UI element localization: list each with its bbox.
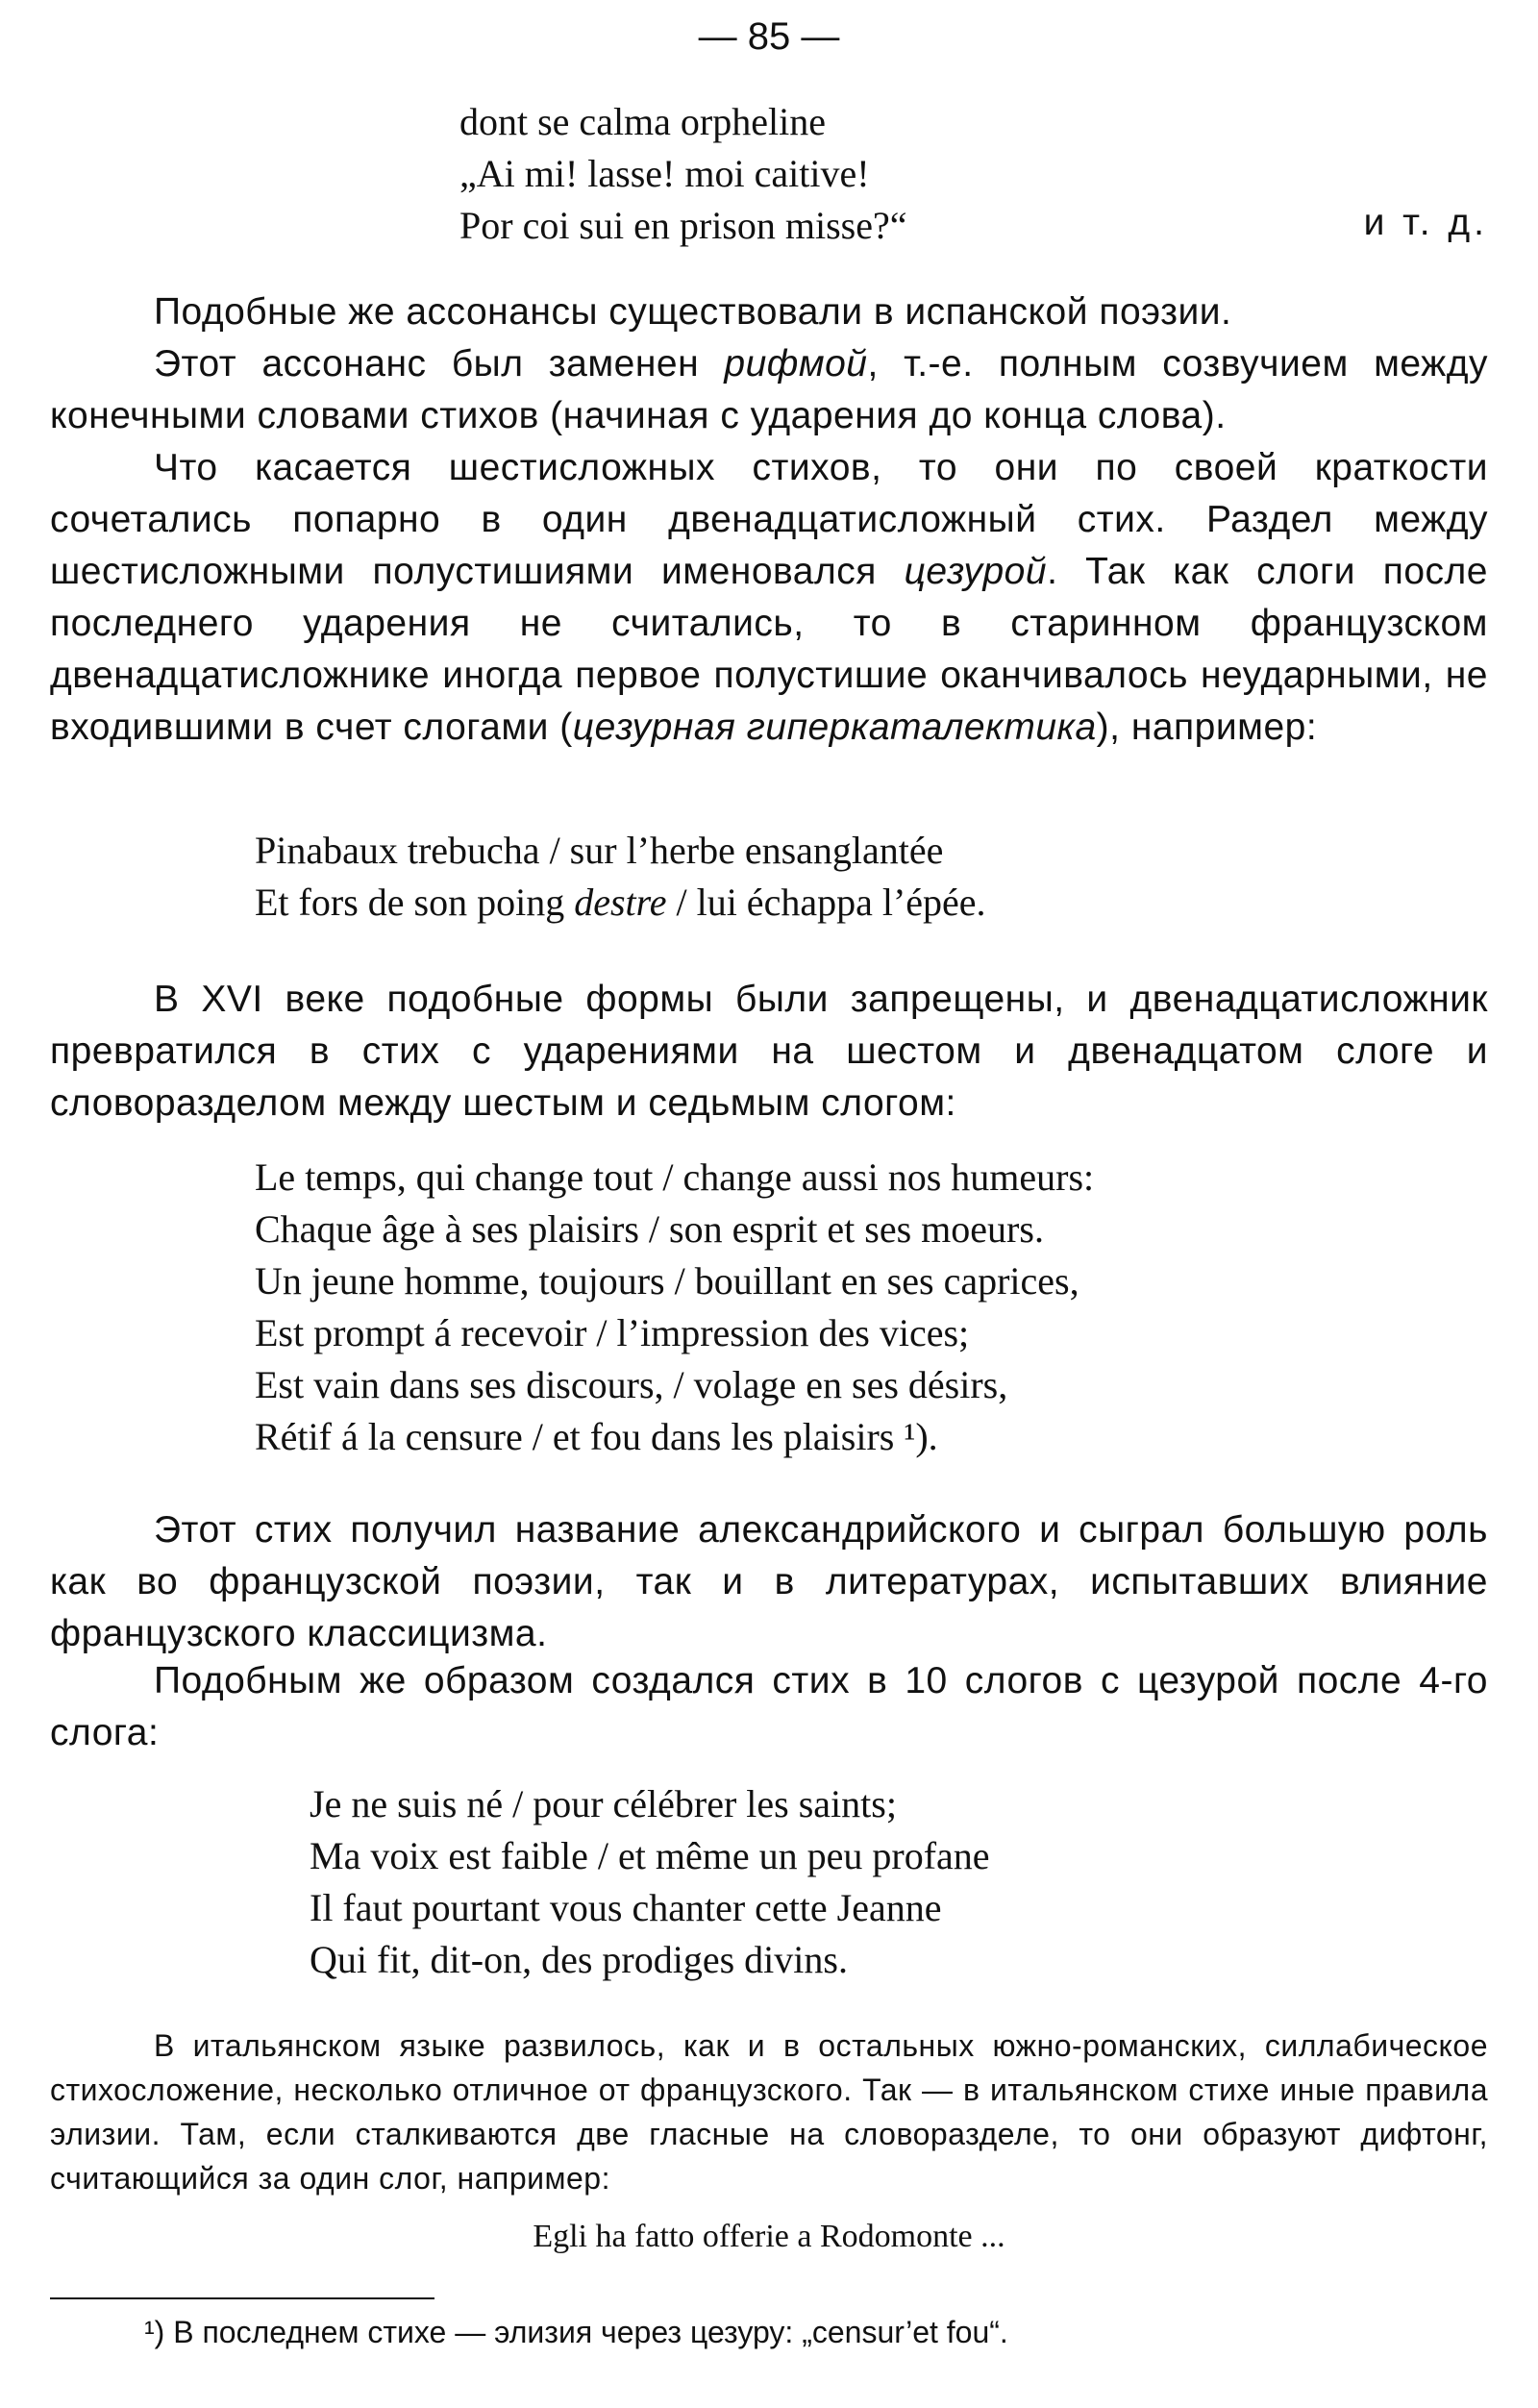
verse-line: Por coi sui en prison misse?“ (459, 204, 907, 247)
footnote-rule (50, 2297, 434, 2299)
verse-line: Le temps, qui change tout / change aussi nos humeurs: (255, 1155, 1095, 1199)
text: . Так как слоги после последнего ударения не считались, то в старинном французском двенадцатисложнике иногда первое полустишие оканчивалось неударными, не входившими в счет слогами ( (50, 551, 1488, 748)
verse-4 (310, 1778, 990, 1986)
paragraph-3 (50, 442, 1488, 754)
verse-top (459, 96, 907, 252)
text: / lui échappa l’épée. (666, 881, 986, 924)
italic-word: destre (574, 881, 667, 924)
text: ), например: (1096, 707, 1318, 748)
verse-line: Est prompt á recevoir / l’impression des vices; (255, 1311, 970, 1354)
verse-line: „Ai mi! lasse! moi caitive! (459, 152, 870, 195)
term-caesura: цезурой (904, 551, 1048, 592)
text: , т.-е. полным созвучием между конечными словами стихов (начиная с ударения до конца слова). (50, 343, 1488, 436)
paragraph-7: В итальянском языке развилось, как и в остальных южно-романских, силлабическое стихосложение, несколько отличное от французского. Так — в итальянском стихе иные правила элизии. Там, если сталкиваются две гласные на словоразделе, то они образуют дифтонг, считающийся за один слог, например: (50, 2028, 1488, 2196)
verse-line: Est vain dans ses discours, / volage en ses désirs, (255, 1363, 1008, 1406)
verse-line: Ma voix est faible / et même un peu profane (310, 1834, 990, 1877)
paragraph-2 (50, 338, 1488, 442)
text: Что касается шестисложных стихов, то они по своей краткости сочетались попарно в один двенадцатисложный стих. Раздел между шестисложными полустишиями именовался (50, 447, 1488, 592)
verse-line: Un jeune homme, toujours / bouillant en ses caprices, (255, 1259, 1079, 1303)
verse-3 (255, 1152, 1094, 1463)
page-number: — 85 — (698, 15, 840, 58)
text: Et fors de son poing (255, 881, 575, 924)
verse-top-note: и т. д. (1363, 202, 1488, 243)
text: Этот ассонанс был заменен (154, 343, 725, 385)
paragraph-5: Этот стих получил название александрийского и сыграл большую роль как во французской поэзии, так и в литературах, испытавших влияние французского классицизма. (50, 1509, 1488, 1654)
verse-line: Je ne suis né / pour célébrer les saints; (310, 1782, 897, 1825)
verse-line: Chaque âge à ses plaisirs / son esprit et ses moeurs. (255, 1207, 1044, 1251)
term-hypercatalectic: цезурная гиперкаталектика (572, 707, 1097, 748)
verse-2 (255, 825, 986, 929)
verse-line: Rétif á la censure / et fou dans les plaisirs ¹). (255, 1415, 938, 1458)
verse-line: Il faut pourtant vous chanter cette Jeanne (310, 1886, 942, 1929)
example-line: Egli ha fatto offerie a Rodomonte ... (533, 2219, 1005, 2254)
footnote: ¹) В последнем стихе — элизия через цезуру: „censur’et fou“. (144, 2315, 1008, 2349)
verse-line (255, 877, 986, 929)
verse-line: Pinabaux trebucha / sur l’herbe ensanglantée (255, 829, 944, 872)
paragraph-6: Подобным же образом создался стих в 10 слогов с цезурой после 4-го слога: (50, 1660, 1488, 1753)
paragraph-1: Подобные же ассонансы существовали в испанской поэзии. (154, 291, 1232, 333)
paragraph-4: В XVI веке подобные формы были запрещены, и двенадцатисложник превратился в стих с ударениями на шестом и двенадцатом слоге и словоразделом между шестым и седьмым слогом: (50, 979, 1488, 1124)
term-rhyme: рифмой (724, 343, 868, 385)
verse-line: Qui fit, dit-on, des prodiges divins. (310, 1938, 848, 1981)
verse-line: dont se calma orpheline (459, 100, 826, 143)
